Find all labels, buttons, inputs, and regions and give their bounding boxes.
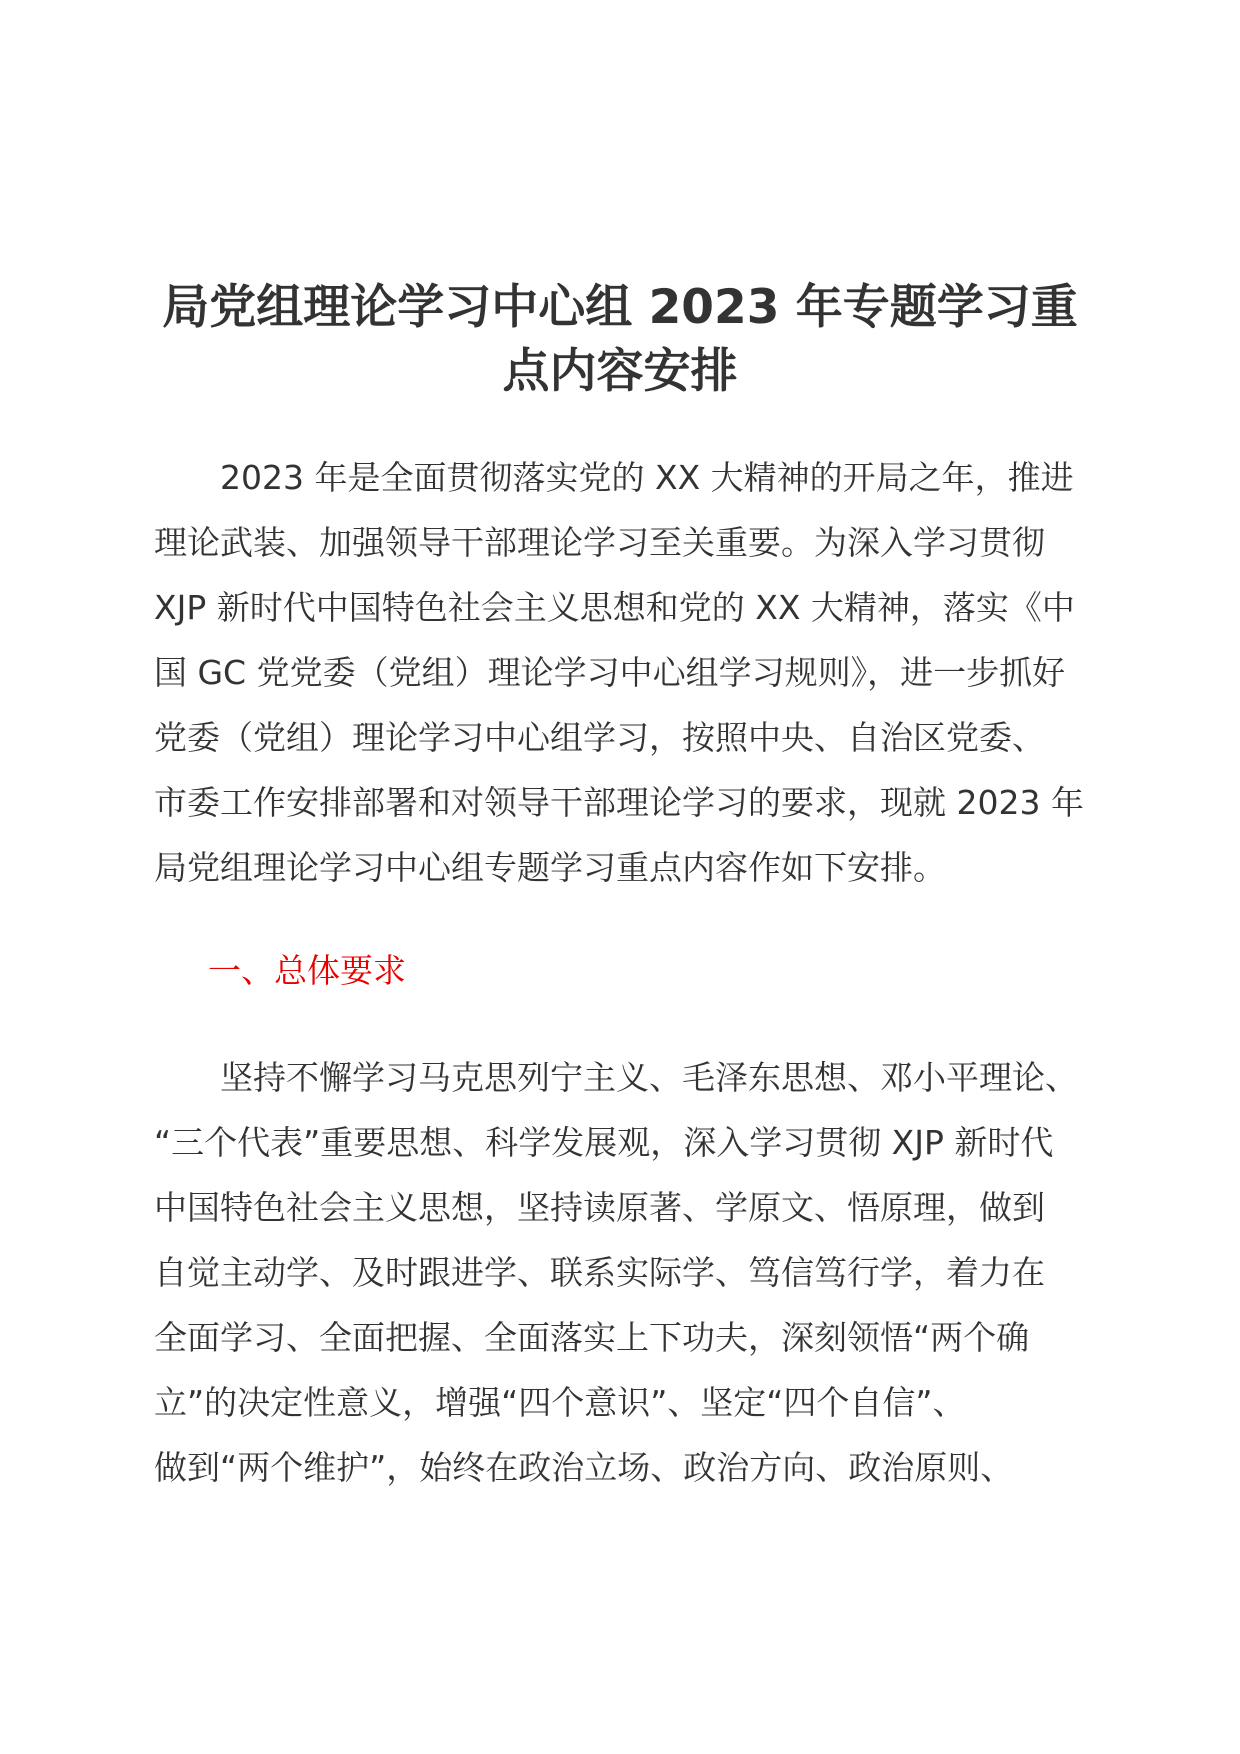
intro-line: 理论武装、加强领导干部理论学习至关重要。为深入学习贯彻 <box>154 523 1045 562</box>
document-title <box>150 276 1090 404</box>
intro-line: 2023 年是全面贯彻落实党的 XX 大精神的开局之年，推进 <box>154 458 1074 497</box>
section-line: “三个代表”重要思想、科学发展观，深入学习贯彻 XJP 新时代 <box>154 1123 1054 1162</box>
title-line-1: 局党组理论学习中心组 2023 年专题学习重 <box>162 280 1078 335</box>
title-line-2: 点内容安排 <box>502 344 738 399</box>
section-line: 立”的决定性意义，增强“四个意识”、坚定“四个自信”、 <box>154 1383 966 1422</box>
intro-line: XJP 新时代中国特色社会主义思想和党的 XX 大精神，落实《中 <box>154 588 1075 627</box>
intro-line: 市委工作安排部署和对领导干部理论学习的要求，现就 2023 年 <box>154 783 1084 822</box>
section-line: 自觉主动学、及时跟进学、联系实际学、笃信笃行学，着力在 <box>154 1253 1045 1292</box>
intro-line: 局党组理论学习中心组专题学习重点内容作如下安排。 <box>154 848 946 887</box>
section-heading-general-requirements: 一、总体要求 <box>208 951 406 990</box>
intro-paragraph <box>154 445 1094 900</box>
section-line: 坚持不懈学习马克思列宁主义、毛泽东思想、邓小平理论、 <box>154 1058 1078 1097</box>
section-line: 做到“两个维护”，始终在政治立场、政治方向、政治原则、 <box>154 1448 1014 1487</box>
section-paragraph <box>154 1045 1094 1500</box>
section-line: 中国特色社会主义思想，坚持读原著、学原文、悟原理，做到 <box>154 1188 1045 1227</box>
intro-line: 国 GC 党党委（党组）理论学习中心组学习规则》，进一步抓好 <box>154 653 1066 692</box>
section-line: 全面学习、全面把握、全面落实上下功夫，深刻领悟“两个确 <box>154 1318 1030 1357</box>
intro-line: 党委（党组）理论学习中心组学习，按照中央、自治区党委、 <box>154 718 1045 757</box>
